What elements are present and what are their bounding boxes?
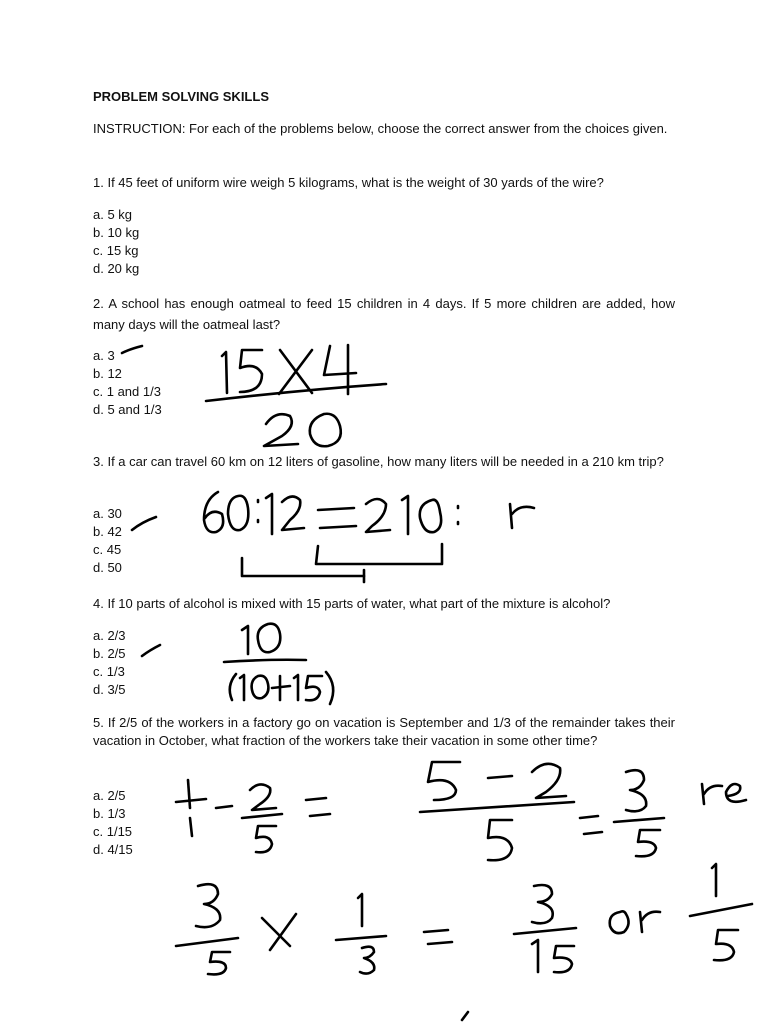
choice: a. 5 kg <box>93 207 133 222</box>
choice: a. 30 <box>93 506 122 521</box>
choice: a. 3 <box>93 348 115 363</box>
choice: c. 15 kg <box>93 243 139 258</box>
choice: d. 20 kg <box>93 261 140 276</box>
check-mark-icon <box>132 517 156 530</box>
problem-5-question: 5. If 2/5 of the workers in a factory go on vacation is September and 1/3 of the remainder takes their vacation in October, what fraction of the workers take their vacation in some other time? <box>93 715 675 748</box>
check-mark-icon <box>142 645 160 656</box>
choice: c. 45 <box>93 542 122 557</box>
problem-3-question: 3. If a car can travel 60 km on 12 liters of gasoline, how many liters will be needed in a 210 km trip? <box>93 454 664 469</box>
choice: b. 10 kg <box>93 225 140 240</box>
handwritten-proportion <box>204 492 534 582</box>
choice: d. 4/15 <box>93 842 133 857</box>
instruction-text: INSTRUCTION: For each of the problems below, choose the correct answer from the choices given. <box>93 121 668 136</box>
check-mark-icon <box>122 346 142 353</box>
choice: b. 42 <box>93 524 122 539</box>
problem-1-question: 1. If 45 feet of uniform wire weigh 5 kilograms, what is the weight of 30 yards of the wire? <box>93 175 604 190</box>
problem-2-question: 2. A school has enough oatmeal to feed 15 children in 4 days. If 5 more children are added, how many days will the oatmeal last? <box>93 296 675 332</box>
page-title: PROBLEM SOLVING SKILLS <box>93 89 269 104</box>
choice: b. 2/5 <box>93 646 126 661</box>
handwritten-work-problem-5 <box>176 762 746 860</box>
choice: d. 5 and 1/3 <box>93 402 162 417</box>
choice: b. 1/3 <box>93 806 126 821</box>
handwritten-fraction-10-over-10-plus-15 <box>224 624 333 704</box>
choice: b. 12 <box>93 366 122 381</box>
handwritten-work-problem-5-line-2 <box>176 864 752 974</box>
choice: c. 1 and 1/3 <box>93 384 161 399</box>
ink-mark <box>462 1012 468 1020</box>
handwritten-fraction-15x4-over-20 <box>206 345 386 446</box>
choice: a. 2/3 <box>93 628 126 643</box>
choice: d. 50 <box>93 560 122 575</box>
choice: d. 3/5 <box>93 682 126 697</box>
choice: c. 1/15 <box>93 824 133 839</box>
problem-4-question: 4. If 10 parts of alcohol is mixed with 15 parts of water, what part of the mixture is alcohol? <box>93 596 611 611</box>
choice: a. 2/5 <box>93 788 126 803</box>
choice: c. 1/3 <box>93 664 125 679</box>
